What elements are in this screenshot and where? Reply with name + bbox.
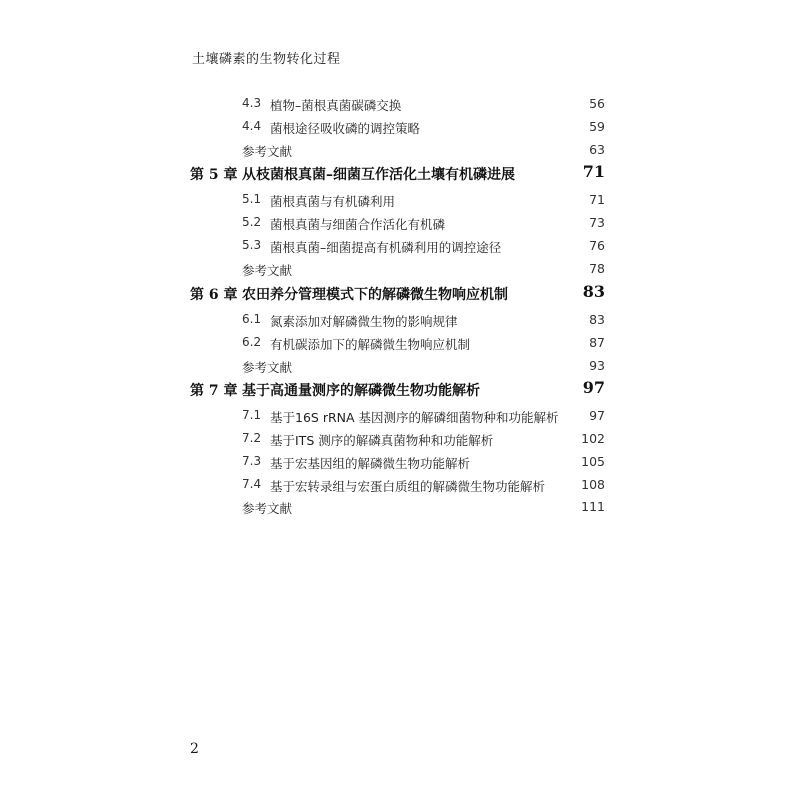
section-number: 7.2 <box>242 431 262 445</box>
running-header: 土壤磷素的生物转化过程 <box>192 52 341 67</box>
page-ref: 71 <box>589 192 605 207</box>
page-ref: 102 <box>581 431 605 446</box>
section-number: 7.3 <box>242 454 262 468</box>
page-ref: 83 <box>589 312 605 327</box>
toc-section-entry <box>0 431 800 451</box>
chapter-title: 农田养分管理模式下的解磷微生物响应机制 <box>242 287 508 303</box>
section-number: 6.1 <box>242 312 262 326</box>
page-ref: 71 <box>582 162 605 181</box>
toc-references-entry <box>0 499 800 519</box>
toc-section-entry <box>0 96 800 116</box>
toc-chapter-entry <box>0 164 800 184</box>
toc-section-entry <box>0 335 800 355</box>
page-ref: 97 <box>589 408 605 423</box>
toc-section-entry <box>0 119 800 139</box>
page-ref: 78 <box>589 261 605 276</box>
page-ref: 108 <box>581 477 605 492</box>
toc-section-entry <box>0 215 800 235</box>
toc-section-entry <box>0 238 800 258</box>
section-title: 基于ITS 测序的解磷真菌物种和功能解析 <box>270 433 494 448</box>
section-number: 7.4 <box>242 477 262 491</box>
references-label: 参考文献 <box>242 263 293 278</box>
toc-section-entry <box>0 477 800 497</box>
page-ref: 97 <box>582 378 605 397</box>
section-number: 4.4 <box>242 119 262 133</box>
section-title: 菌根途径吸收磷的调控策略 <box>270 121 421 136</box>
toc-chapter-entry <box>0 284 800 304</box>
toc-section-entry <box>0 454 800 474</box>
page-ref: 105 <box>581 454 605 469</box>
toc-references-entry <box>0 261 800 281</box>
page-ref: 59 <box>589 119 605 134</box>
section-number: 6.2 <box>242 335 262 349</box>
page-ref: 111 <box>581 499 605 514</box>
chapter-title: 从枝菌根真菌–细菌互作活化土壤有机磷进展 <box>242 167 515 183</box>
page-ref: 63 <box>589 142 605 157</box>
page-ref: 76 <box>589 238 605 253</box>
toc-section-entry <box>0 408 800 428</box>
chapter-number: 第 5 章 <box>190 167 238 183</box>
references-label: 参考文献 <box>242 501 293 516</box>
chapter-number: 第 6 章 <box>190 287 238 303</box>
references-label: 参考文献 <box>242 360 293 375</box>
references-label: 参考文献 <box>242 144 293 159</box>
section-title: 有机碳添加下的解磷微生物响应机制 <box>270 337 471 352</box>
section-title: 菌根真菌与有机磷利用 <box>270 194 396 209</box>
section-title: 基于16S rRNA 基因测序的解磷细菌物种和功能解析 <box>270 410 559 425</box>
section-title: 氮素添加对解磷微生物的影响规律 <box>270 314 458 329</box>
toc-chapter-entry <box>0 380 800 400</box>
page-ref: 56 <box>589 96 605 111</box>
section-number: 4.3 <box>242 96 262 110</box>
page-ref: 87 <box>589 335 605 350</box>
toc-references-entry <box>0 358 800 378</box>
section-title: 菌根真菌与细菌合作活化有机磷 <box>270 217 446 232</box>
section-title: 菌根真菌–细菌提高有机磷利用的调控途径 <box>270 240 502 255</box>
chapter-title: 基于高通量测序的解磷微生物功能解析 <box>242 383 480 399</box>
section-number: 7.1 <box>242 408 262 422</box>
section-number: 5.1 <box>242 192 262 206</box>
toc-section-entry <box>0 312 800 332</box>
toc-section-entry <box>0 192 800 212</box>
section-title: 基于宏转录组与宏蛋白质组的解磷微生物功能解析 <box>270 479 546 494</box>
section-title: 基于宏基因组的解磷微生物功能解析 <box>270 456 471 471</box>
page-ref: 73 <box>589 215 605 230</box>
page-ref: 83 <box>582 282 605 301</box>
page-ref: 93 <box>589 358 605 373</box>
section-title: 植物–菌根真菌碳磷交换 <box>270 98 402 113</box>
section-number: 5.2 <box>242 215 262 229</box>
chapter-number: 第 7 章 <box>190 383 238 399</box>
section-number: 5.3 <box>242 238 262 252</box>
page-number: 2 <box>190 741 199 757</box>
toc-references-entry <box>0 142 800 162</box>
